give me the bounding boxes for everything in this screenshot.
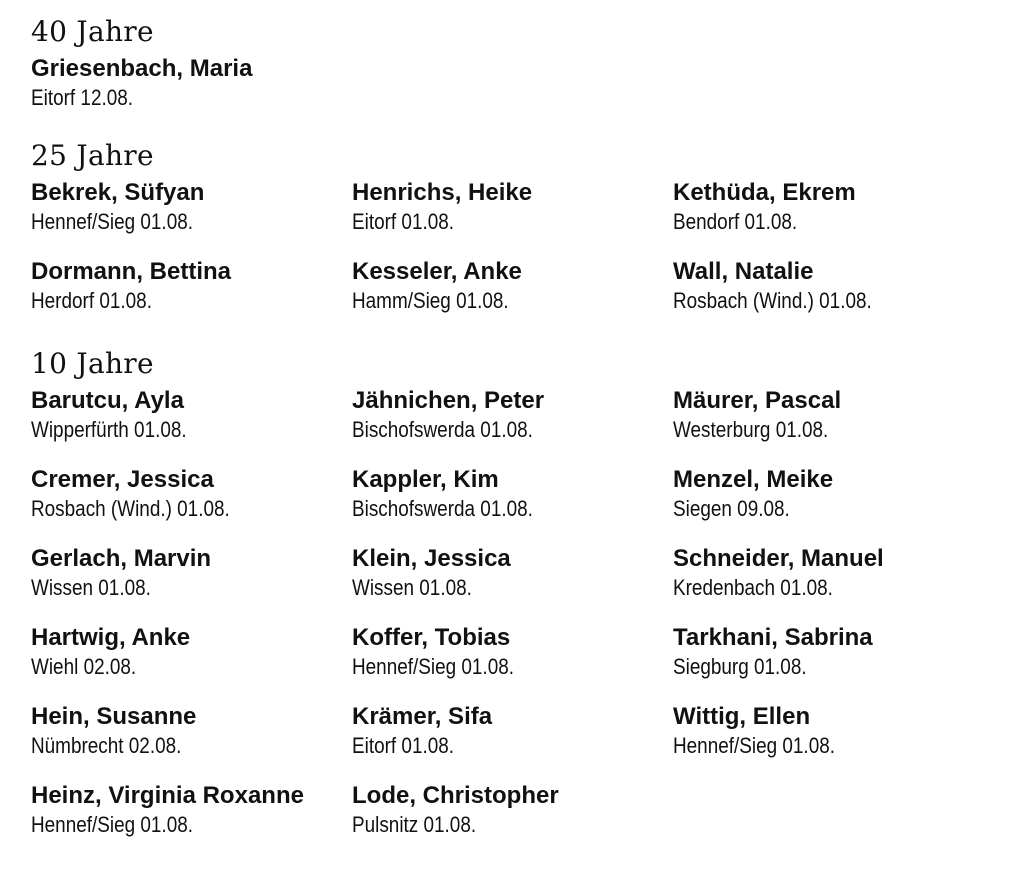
entry-name: Kappler, Kim bbox=[352, 466, 499, 493]
entry-place-date: Eitorf 01.08. bbox=[352, 209, 455, 234]
entry-name: Heinz, Virginia Roxanne bbox=[31, 782, 304, 809]
entry-place-date: Bendorf 01.08. bbox=[673, 209, 798, 234]
entry-place-date: Kredenbach 01.08. bbox=[673, 575, 833, 600]
entry-name: Gerlach, Marvin bbox=[31, 545, 212, 572]
section-title: 25 Jahre bbox=[31, 139, 154, 172]
entry-place-date: Bischofswerda 01.08. bbox=[352, 417, 533, 442]
entry-name: Henrichs, Heike bbox=[352, 179, 533, 206]
entry-name: Menzel, Meike bbox=[673, 466, 834, 493]
entry-item bbox=[673, 619, 991, 698]
entry-name: Klein, Jessica bbox=[352, 545, 511, 572]
entry-place-date: Pulsnitz 01.08. bbox=[352, 812, 477, 837]
entry-place-date: Siegburg 01.08. bbox=[673, 654, 807, 679]
entry-name: Dormann, Bettina bbox=[31, 258, 232, 285]
entry-place-date: Hennef/Sieg 01.08. bbox=[673, 733, 836, 758]
entry-name: Lode, Christopher bbox=[352, 782, 559, 809]
entry-item bbox=[352, 619, 673, 698]
entry-grid bbox=[31, 174, 991, 332]
entry-item bbox=[352, 382, 673, 461]
entry-place-date: Hamm/Sieg 01.08. bbox=[352, 288, 509, 313]
entry-item bbox=[352, 540, 673, 619]
section-spacer bbox=[31, 122, 991, 138]
entry-item bbox=[673, 253, 991, 332]
entry-item bbox=[31, 50, 352, 122]
entry-place-date: Eitorf 12.08. bbox=[31, 85, 134, 110]
entry-item bbox=[352, 461, 673, 540]
entry-item bbox=[352, 698, 673, 777]
entry-name: Hartwig, Anke bbox=[31, 624, 191, 651]
entry-place-date: Wissen 01.08. bbox=[31, 575, 151, 600]
entry-name: Griesenbach, Maria bbox=[31, 55, 253, 82]
entry-item bbox=[673, 540, 991, 619]
entry-name: Kethüda, Ekrem bbox=[673, 179, 856, 206]
entry-name: Wittig, Ellen bbox=[673, 703, 811, 730]
entry-place-date: Siegen 09.08. bbox=[673, 496, 790, 521]
entry-item bbox=[31, 777, 352, 856]
anniversary-list bbox=[31, 14, 991, 856]
entry-name: Kesseler, Anke bbox=[352, 258, 522, 285]
entry-item bbox=[673, 698, 991, 777]
entry-name: Mäurer, Pascal bbox=[673, 387, 842, 414]
entry-item bbox=[352, 777, 673, 856]
entry-name: Wall, Natalie bbox=[673, 258, 814, 285]
entry-place-date: Bischofswerda 01.08. bbox=[352, 496, 533, 521]
entry-item bbox=[673, 461, 991, 540]
entry-place-date: Wissen 01.08. bbox=[352, 575, 472, 600]
section-title: 10 Jahre bbox=[31, 347, 154, 380]
entry-place-date: Rosbach (Wind.) 01.08. bbox=[31, 496, 230, 521]
entry-item bbox=[31, 619, 352, 698]
entry-place-date: Nümbrecht 02.08. bbox=[31, 733, 182, 758]
entry-item bbox=[352, 174, 673, 253]
entry-place-date: Westerburg 01.08. bbox=[673, 417, 829, 442]
entry-item bbox=[31, 540, 352, 619]
entry-name: Jähnichen, Peter bbox=[352, 387, 545, 414]
entry-item bbox=[673, 382, 991, 461]
entry-item bbox=[31, 698, 352, 777]
entry-name: Tarkhani, Sabrina bbox=[673, 624, 873, 651]
entry-item bbox=[31, 461, 352, 540]
entry-place-date: Wipperfürth 01.08. bbox=[31, 417, 187, 442]
entry-name: Schneider, Manuel bbox=[673, 545, 884, 572]
entry-name: Hein, Susanne bbox=[31, 703, 197, 730]
entry-item bbox=[352, 253, 673, 332]
section-title: 40 Jahre bbox=[31, 15, 154, 48]
section-10-jahre bbox=[31, 346, 991, 856]
entry-place-date: Hennef/Sieg 01.08. bbox=[31, 209, 194, 234]
entry-name: Cremer, Jessica bbox=[31, 466, 214, 493]
entry-place-date: Hennef/Sieg 01.08. bbox=[352, 654, 515, 679]
entry-place-date: Wiehl 02.08. bbox=[31, 654, 137, 679]
entry-grid bbox=[31, 50, 991, 122]
entry-grid bbox=[31, 382, 991, 856]
entry-item bbox=[31, 253, 352, 332]
entry-place-date: Herdorf 01.08. bbox=[31, 288, 152, 313]
entry-place-date: Hennef/Sieg 01.08. bbox=[31, 812, 194, 837]
entry-name: Koffer, Tobias bbox=[352, 624, 511, 651]
entry-item bbox=[31, 174, 352, 253]
section-40-jahre bbox=[31, 14, 991, 122]
entry-item bbox=[673, 174, 991, 253]
entry-place-date: Eitorf 01.08. bbox=[352, 733, 455, 758]
entry-place-date: Rosbach (Wind.) 01.08. bbox=[673, 288, 872, 313]
section-spacer bbox=[31, 332, 991, 346]
entry-name: Krämer, Sifa bbox=[352, 703, 493, 730]
entry-name: Barutcu, Ayla bbox=[31, 387, 184, 414]
entry-item bbox=[31, 382, 352, 461]
entry-name: Bekrek, Süfyan bbox=[31, 179, 205, 206]
section-25-jahre bbox=[31, 138, 991, 332]
